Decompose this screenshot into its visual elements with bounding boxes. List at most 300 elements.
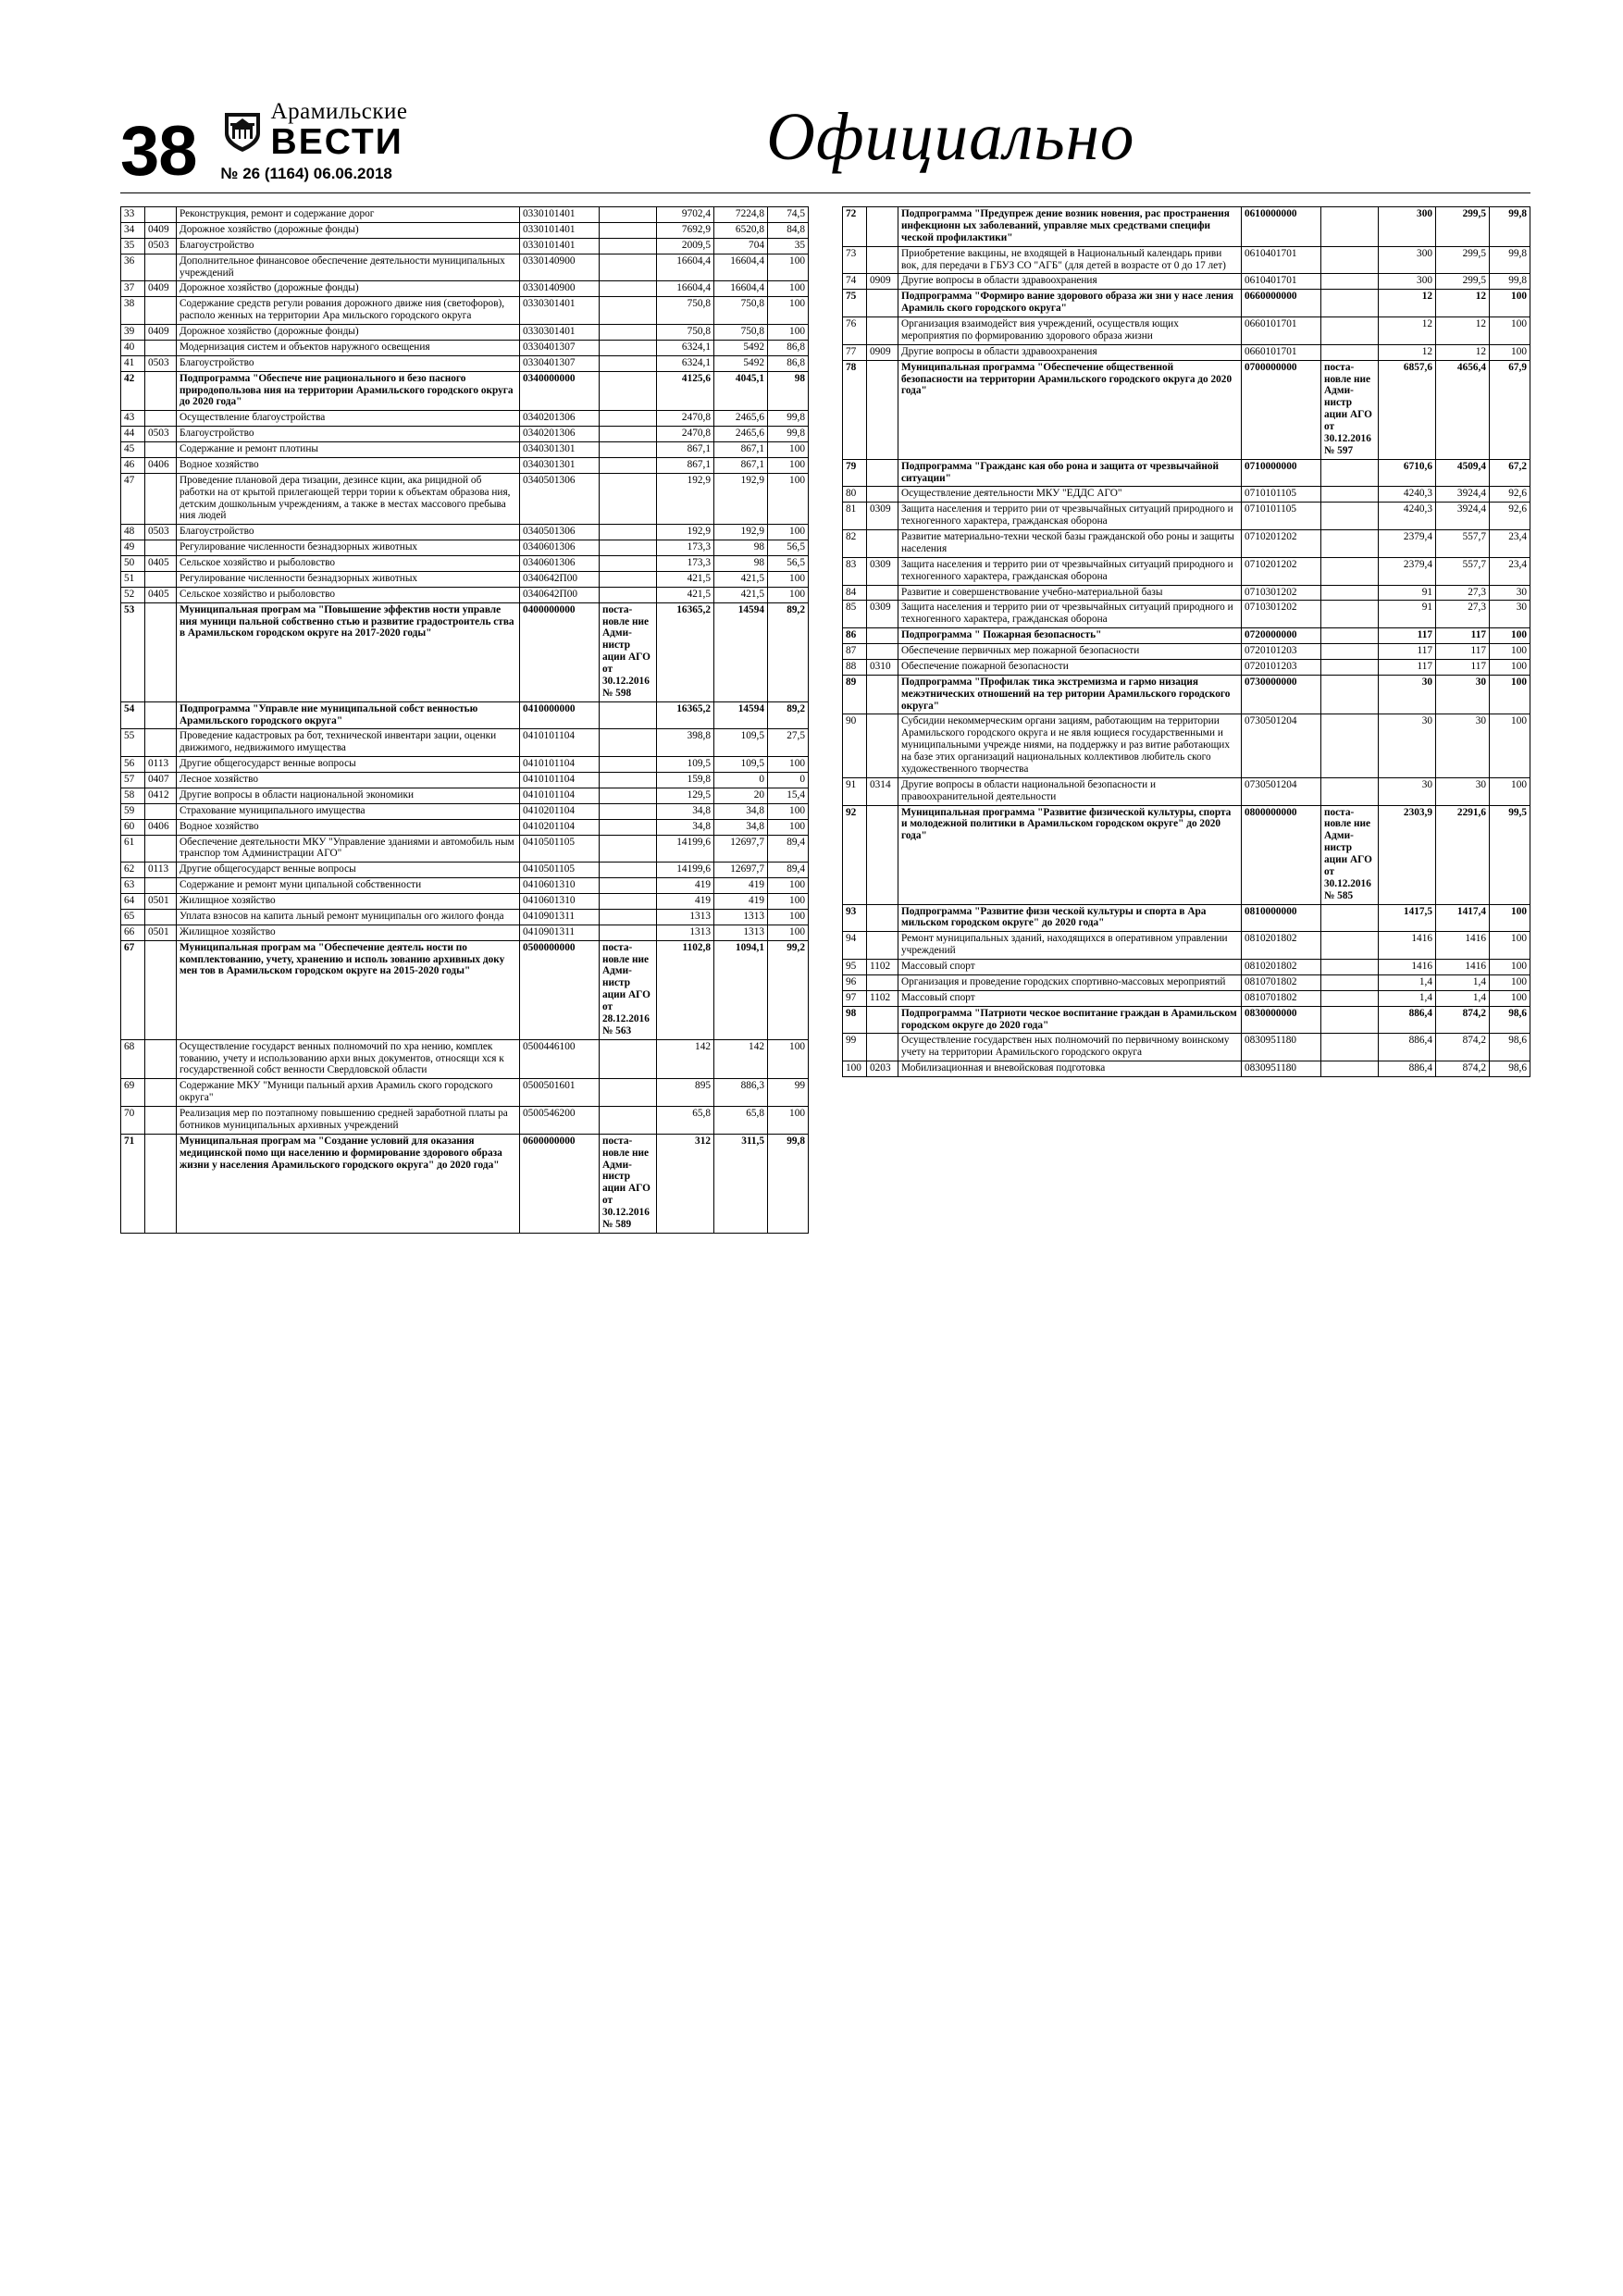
fact-value: 704 [714, 238, 768, 254]
basis-note [600, 540, 657, 556]
table-row [843, 1061, 1530, 1077]
target-code: 0410101104 [520, 788, 600, 803]
target-code: 0330140900 [520, 281, 600, 297]
table-row [121, 701, 809, 729]
section-code [867, 290, 898, 317]
item-name: Другие вопросы в области здравоохранения [898, 344, 1242, 360]
item-name: Содержание и ремонт плотины [177, 442, 520, 458]
table-row [121, 602, 809, 701]
section-code: 0501 [145, 894, 177, 910]
section-code: 1102 [867, 960, 898, 975]
row-number: 43 [121, 411, 145, 427]
row-number: 42 [121, 371, 145, 411]
percent-value: 56,5 [768, 540, 809, 556]
target-code: 0710201202 [1242, 530, 1321, 558]
plan-value: 300 [1379, 246, 1436, 274]
target-code: 0340201306 [520, 427, 600, 442]
item-name: Содержание средств регули рования дорожного движе ния (светофоров), располо женных на территории Ара мильского городского округа [177, 297, 520, 325]
fact-value: 12697,7 [714, 835, 768, 863]
percent-value: 74,5 [768, 207, 809, 223]
item-name: Обеспечение деятельности МКУ "Управление зданиями и автомобиль ным транспор том Администрации АГО" [177, 835, 520, 863]
row-number: 94 [843, 932, 867, 960]
section-code: 0909 [867, 274, 898, 290]
item-name: Развитие и совершенствование учебно-материальной базы [898, 585, 1242, 601]
percent-value: 100 [1490, 675, 1530, 714]
row-number: 100 [843, 1061, 867, 1077]
fact-value: 5492 [714, 355, 768, 371]
table-row [843, 360, 1530, 459]
table-row [843, 585, 1530, 601]
fact-value: 1417,4 [1436, 904, 1490, 932]
plan-value: 750,8 [657, 325, 714, 341]
table-row [121, 819, 809, 835]
row-number: 51 [121, 571, 145, 587]
section-code [867, 1006, 898, 1034]
target-code: 0660000000 [1242, 290, 1321, 317]
fact-value: 299,5 [1436, 207, 1490, 247]
plan-value: 750,8 [657, 297, 714, 325]
table-row [843, 659, 1530, 675]
fact-value: 16604,4 [714, 254, 768, 281]
section-code: 0503 [145, 355, 177, 371]
row-number: 70 [121, 1107, 145, 1135]
percent-value: 100 [768, 297, 809, 325]
item-name: Реализация мер по поэтапному повышению средней заработной платы ра ботников муниципальных архивных учреждений [177, 1107, 520, 1135]
percent-value: 99 [768, 1079, 809, 1107]
target-code: 0810201802 [1242, 960, 1321, 975]
plan-value: 16604,4 [657, 254, 714, 281]
section-code: 0310 [867, 659, 898, 675]
percent-value: 99,8 [768, 411, 809, 427]
fact-value: 98 [714, 556, 768, 572]
fact-value: 299,5 [1436, 246, 1490, 274]
item-name: Подпрограмма "Патриоти ческое воспитание граждан в Арамильском городском округе до 2020 года" [898, 1006, 1242, 1034]
basis-note [600, 894, 657, 910]
section-code [145, 1107, 177, 1135]
percent-value: 100 [768, 1039, 809, 1079]
percent-value: 99,8 [1490, 207, 1530, 247]
row-number: 47 [121, 473, 145, 525]
row-number: 63 [121, 878, 145, 894]
table-row [121, 427, 809, 442]
fact-value: 867,1 [714, 442, 768, 458]
fact-value: 34,8 [714, 819, 768, 835]
basis-note [600, 297, 657, 325]
section-code [145, 207, 177, 223]
plan-value: 109,5 [657, 757, 714, 773]
table-row [843, 805, 1530, 904]
fact-value: 750,8 [714, 325, 768, 341]
percent-value: 92,6 [1490, 503, 1530, 530]
row-number: 49 [121, 540, 145, 556]
plan-value: 12 [1379, 290, 1436, 317]
percent-value: 27,5 [768, 729, 809, 757]
item-name: Реконструкция, ремонт и содержание дорог [177, 207, 520, 223]
percent-value: 99,8 [1490, 274, 1530, 290]
row-number: 33 [121, 207, 145, 223]
table-row [843, 714, 1530, 777]
percent-value: 100 [768, 442, 809, 458]
plan-value: 886,4 [1379, 1006, 1436, 1034]
row-number: 99 [843, 1034, 867, 1061]
basis-note [1321, 344, 1379, 360]
basis-note [1321, 932, 1379, 960]
section-code [145, 1079, 177, 1107]
fact-value: 1313 [714, 909, 768, 925]
target-code: 0710301202 [1242, 585, 1321, 601]
plan-value: 14199,6 [657, 835, 714, 863]
plan-value: 300 [1379, 274, 1436, 290]
section-code [145, 1039, 177, 1079]
basis-note [1321, 557, 1379, 585]
table-row [121, 525, 809, 540]
plan-value: 1102,8 [657, 940, 714, 1039]
target-code: 0500546200 [520, 1107, 600, 1135]
item-name: Страхование муниципального имущества [177, 803, 520, 819]
table-row [843, 246, 1530, 274]
target-code: 0330401307 [520, 355, 600, 371]
section-code [867, 459, 898, 487]
fact-value: 2465,6 [714, 411, 768, 427]
percent-value: 30 [1490, 585, 1530, 601]
fact-value: 3924,4 [1436, 487, 1490, 503]
basis-note [600, 238, 657, 254]
section-code [145, 297, 177, 325]
left-column [120, 206, 809, 1234]
basis-note [1321, 990, 1379, 1006]
item-name: Другие общегосударст венные вопросы [177, 863, 520, 878]
item-name: Регулирование численности безнадзорных животных [177, 540, 520, 556]
row-number: 69 [121, 1079, 145, 1107]
percent-value: 99,8 [1490, 246, 1530, 274]
item-name: Организация и проведение городских спортивно-массовых мероприятий [898, 974, 1242, 990]
table-row [121, 835, 809, 863]
basis-note [600, 525, 657, 540]
item-name: Осуществление деятельности МКУ "ЕДДС АГО" [898, 487, 1242, 503]
section-code [867, 675, 898, 714]
plan-value: 867,1 [657, 442, 714, 458]
row-number: 54 [121, 701, 145, 729]
fact-value: 34,8 [714, 803, 768, 819]
item-name: Муниципальная програм ма "Повышение эффектив ности управле ния муници пальной собственно стью и развитие градостроитель ства в Арамильском городском округе на 2017-2020 годы" [177, 602, 520, 701]
row-number: 92 [843, 805, 867, 904]
basis-note [1321, 974, 1379, 990]
plan-value: 4125,6 [657, 371, 714, 411]
plan-value: 398,8 [657, 729, 714, 757]
percent-value: 100 [768, 525, 809, 540]
target-code: 0660101701 [1242, 344, 1321, 360]
plan-value: 117 [1379, 659, 1436, 675]
item-name: Муниципальная програм ма "Обеспечение деятель ности по комплектованию, учету, хранению и исполь зованию архивных доку мен тов в Арамильском городском округе на 2015-2020 годы" [177, 940, 520, 1039]
percent-value: 98,6 [1490, 1006, 1530, 1034]
row-number: 62 [121, 863, 145, 878]
table-row [843, 530, 1530, 558]
target-code: 0810000000 [1242, 904, 1321, 932]
percent-value: 98,6 [1490, 1061, 1530, 1077]
plan-value: 6324,1 [657, 355, 714, 371]
item-name: Массовый спорт [898, 990, 1242, 1006]
percent-value: 100 [1490, 974, 1530, 990]
table-row [121, 925, 809, 940]
item-name: Другие общегосударст венные вопросы [177, 757, 520, 773]
basis-note [600, 773, 657, 788]
item-name: Содержание МКУ "Муници пальный архив Арамиль ского городского округа" [177, 1079, 520, 1107]
percent-value: 100 [1490, 290, 1530, 317]
row-number: 53 [121, 602, 145, 701]
section-code: 0412 [145, 788, 177, 803]
section-code: 0405 [145, 556, 177, 572]
fact-value: 1094,1 [714, 940, 768, 1039]
target-code: 0500501601 [520, 1079, 600, 1107]
row-number: 68 [121, 1039, 145, 1079]
fact-value: 30 [1436, 714, 1490, 777]
fact-value: 65,8 [714, 1107, 768, 1135]
table-row [121, 571, 809, 587]
fact-value: 1416 [1436, 932, 1490, 960]
item-name: Другие вопросы в области национальной безопасности и правоохранительной деятельности [898, 777, 1242, 805]
target-code: 0800000000 [1242, 805, 1321, 904]
plan-value: 2470,8 [657, 427, 714, 442]
plan-value: 886,4 [1379, 1061, 1436, 1077]
plan-value: 1416 [1379, 960, 1436, 975]
table-row [121, 442, 809, 458]
fact-value: 0 [714, 773, 768, 788]
row-number: 67 [121, 940, 145, 1039]
item-name: Уплата взносов на капита льный ремонт муниципальн ого жилого фонда [177, 909, 520, 925]
section-code [145, 909, 177, 925]
row-number: 97 [843, 990, 867, 1006]
row-number: 84 [843, 585, 867, 601]
row-number: 57 [121, 773, 145, 788]
target-code: 0660101701 [1242, 317, 1321, 345]
target-code: 0730501204 [1242, 714, 1321, 777]
row-number: 59 [121, 803, 145, 819]
section-code [867, 644, 898, 660]
basis-note [1321, 960, 1379, 975]
table-row [121, 757, 809, 773]
basis-note [1321, 290, 1379, 317]
row-number: 77 [843, 344, 867, 360]
plan-value: 6710,6 [1379, 459, 1436, 487]
content-columns [0, 193, 1623, 1234]
percent-value: 100 [1490, 344, 1530, 360]
fact-value: 7224,8 [714, 207, 768, 223]
row-number: 37 [121, 281, 145, 297]
row-number: 87 [843, 644, 867, 660]
percent-value: 84,8 [768, 222, 809, 238]
item-name: Регулирование численности безнадзорных животных [177, 571, 520, 587]
fact-value: 1,4 [1436, 974, 1490, 990]
fact-value: 557,7 [1436, 557, 1490, 585]
row-number: 91 [843, 777, 867, 805]
fact-value: 117 [1436, 659, 1490, 675]
section-code [145, 803, 177, 819]
basis-note [600, 835, 657, 863]
section-code [867, 207, 898, 247]
table-row [121, 894, 809, 910]
table-row [121, 540, 809, 556]
percent-value: 100 [768, 757, 809, 773]
target-code: 0710301202 [1242, 601, 1321, 628]
row-number: 52 [121, 587, 145, 602]
section-code: 0503 [145, 525, 177, 540]
section-code [145, 878, 177, 894]
basis-note [600, 788, 657, 803]
percent-value: 100 [768, 909, 809, 925]
table-row [121, 371, 809, 411]
row-number: 36 [121, 254, 145, 281]
percent-value: 99,8 [768, 427, 809, 442]
plan-value: 142 [657, 1039, 714, 1079]
plan-value: 1,4 [1379, 974, 1436, 990]
basis-note [600, 473, 657, 525]
section-code: 0503 [145, 427, 177, 442]
row-number: 89 [843, 675, 867, 714]
item-name: Приобретение вакцины, не входящей в Национальный календарь приви вок, для передачи в ГБУЗ СО "АГБ" (для детей в возрасте от 0 до 17 лет) [898, 246, 1242, 274]
row-number: 71 [121, 1134, 145, 1233]
plan-value: 1313 [657, 925, 714, 940]
table-row [843, 601, 1530, 628]
table-row [121, 909, 809, 925]
target-code: 0340642П00 [520, 571, 600, 587]
row-number: 35 [121, 238, 145, 254]
row-number: 55 [121, 729, 145, 757]
page-number: 38 [120, 111, 197, 191]
fact-value: 2465,6 [714, 427, 768, 442]
basis-note [600, 819, 657, 835]
percent-value: 100 [1490, 990, 1530, 1006]
row-number: 72 [843, 207, 867, 247]
percent-value: 100 [768, 281, 809, 297]
table-row [843, 503, 1530, 530]
paper-name-bottom: ВЕСТИ [270, 122, 403, 162]
row-number: 58 [121, 788, 145, 803]
basis-note [1321, 503, 1379, 530]
percent-value: 67,2 [1490, 459, 1530, 487]
plan-value: 34,8 [657, 803, 714, 819]
target-code: 0410000000 [520, 701, 600, 729]
percent-value: 100 [1490, 659, 1530, 675]
row-number: 82 [843, 530, 867, 558]
table-row [121, 207, 809, 223]
target-code: 0810701802 [1242, 990, 1321, 1006]
row-number: 81 [843, 503, 867, 530]
basis-note [600, 1039, 657, 1079]
table-row [121, 587, 809, 602]
percent-value: 100 [768, 1107, 809, 1135]
plan-value: 7692,9 [657, 222, 714, 238]
basis-note [1321, 714, 1379, 777]
plan-value: 129,5 [657, 788, 714, 803]
fact-value: 27,3 [1436, 585, 1490, 601]
section-code [145, 571, 177, 587]
plan-value: 419 [657, 894, 714, 910]
plan-value: 16365,2 [657, 701, 714, 729]
item-name: Благоустройство [177, 525, 520, 540]
percent-value: 30 [1490, 601, 1530, 628]
item-name: Муниципальная программа "Обеспечение общественной безопасности на территории Арамильского городского округа до 2020 года" [898, 360, 1242, 459]
table-row [843, 557, 1530, 585]
row-number: 98 [843, 1006, 867, 1034]
fact-value: 12 [1436, 317, 1490, 345]
fact-value: 16604,4 [714, 281, 768, 297]
target-code: 0710101105 [1242, 487, 1321, 503]
percent-value: 86,8 [768, 340, 809, 355]
section-code: 0309 [867, 601, 898, 628]
percent-value: 100 [768, 878, 809, 894]
plan-value: 16365,2 [657, 602, 714, 701]
fact-value: 1,4 [1436, 990, 1490, 1006]
section-code [867, 904, 898, 932]
percent-value: 100 [768, 894, 809, 910]
table-row [121, 878, 809, 894]
table-row [843, 459, 1530, 487]
table-row [121, 473, 809, 525]
plan-value: 1,4 [1379, 990, 1436, 1006]
percent-value: 56,5 [768, 556, 809, 572]
percent-value: 100 [768, 819, 809, 835]
section-code [145, 701, 177, 729]
table-row [121, 729, 809, 757]
table-row [121, 281, 809, 297]
basis-note: поста- новле ние Адми- нистр ации АГО от 30.12.2016 № 598 [600, 602, 657, 701]
section-code [145, 340, 177, 355]
item-name: Лесное хозяйство [177, 773, 520, 788]
fact-value: 117 [1436, 644, 1490, 660]
plan-value: 6324,1 [657, 340, 714, 355]
percent-value: 23,4 [1490, 530, 1530, 558]
basis-note [600, 254, 657, 281]
plan-value: 173,3 [657, 556, 714, 572]
row-number: 74 [843, 274, 867, 290]
fact-value: 421,5 [714, 571, 768, 587]
fact-value: 5492 [714, 340, 768, 355]
percent-value: 100 [768, 457, 809, 473]
section-code: 0501 [145, 925, 177, 940]
target-code: 0610401701 [1242, 246, 1321, 274]
plan-value: 9702,4 [657, 207, 714, 223]
fact-value: 419 [714, 878, 768, 894]
table-row [843, 317, 1530, 345]
item-name: Проведение кадастровых ра бот, технической инвентари зации, оценки движимого, недвижимого имущества [177, 729, 520, 757]
percent-value: 100 [1490, 932, 1530, 960]
section-code [145, 940, 177, 1039]
table-row [121, 863, 809, 878]
row-number: 80 [843, 487, 867, 503]
percent-value: 89,4 [768, 863, 809, 878]
item-name: Защита населения и террито рии от чрезвычайных ситуаций природного и техногенного характера, гражданская оборона [898, 503, 1242, 530]
item-name: Ремонт муниципальных зданий, находящихся в оперативном управлении учреждений [898, 932, 1242, 960]
item-name: Дорожное хозяйство (дорожные фонды) [177, 325, 520, 341]
target-code: 0830000000 [1242, 1006, 1321, 1034]
section-code [145, 1134, 177, 1233]
plan-value: 30 [1379, 777, 1436, 805]
item-name: Водное хозяйство [177, 819, 520, 835]
section-code [145, 442, 177, 458]
section-code [145, 729, 177, 757]
target-code: 0330301401 [520, 325, 600, 341]
target-code: 0340501306 [520, 473, 600, 525]
section-code [145, 602, 177, 701]
basis-note [600, 1107, 657, 1135]
plan-value: 886,4 [1379, 1034, 1436, 1061]
fact-value: 20 [714, 788, 768, 803]
fact-value: 299,5 [1436, 274, 1490, 290]
target-code: 0410601310 [520, 894, 600, 910]
percent-value: 100 [1490, 628, 1530, 644]
table-row [121, 340, 809, 355]
target-code: 0330301401 [520, 297, 600, 325]
